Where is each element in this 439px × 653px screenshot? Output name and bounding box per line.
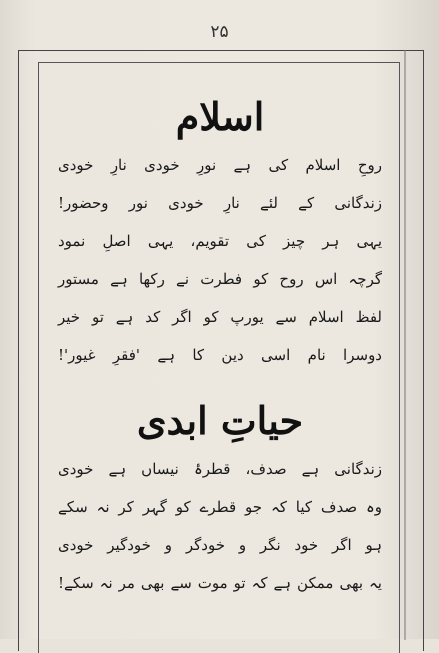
verse-line: گرچہ اس روح کو فطرت نے رکھا ہے مستور <box>58 270 382 288</box>
page-number: ۲۵ <box>210 22 229 42</box>
verse-line: زندگانی ہے صدف، قطرۂ نیساں ہے خودی <box>58 460 382 478</box>
verse-line: لفظ اسلام سے یورپ کو اگر کد ہے تو خیر <box>58 308 382 326</box>
verse-line: وہ صدف کیا کہ جو قطرے کو گہر کر نہ سکے <box>58 498 382 516</box>
section-spacer <box>50 374 390 386</box>
page-edge-shadow <box>404 50 406 640</box>
verse-line: ہو اگر خود نگر و خودگر و خودگیر خودی <box>58 536 382 554</box>
verse-line: یہ بھی ممکن ہے کہ تو موت سے بھی مر نہ سکے! <box>58 574 382 592</box>
poem-content <box>50 88 390 602</box>
poem-title-hayat-e-abadi: حیاتِ ابدی <box>136 398 304 443</box>
verse-line: زندگانی کے لئے نارِ خودی نور وحضور! <box>58 194 382 212</box>
verse-line: روحِ اسلام کی ہے نورِ خودی نارِ خودی <box>58 156 382 174</box>
verse-line: یہی ہر چیز کی تقویم، یہی اصلِ نمود <box>58 232 382 250</box>
verse-line: دوسرا نام اسی دین کا ہے 'فقرِ غیور'! <box>58 346 382 364</box>
poem-title-islam: اسلام <box>175 94 265 139</box>
